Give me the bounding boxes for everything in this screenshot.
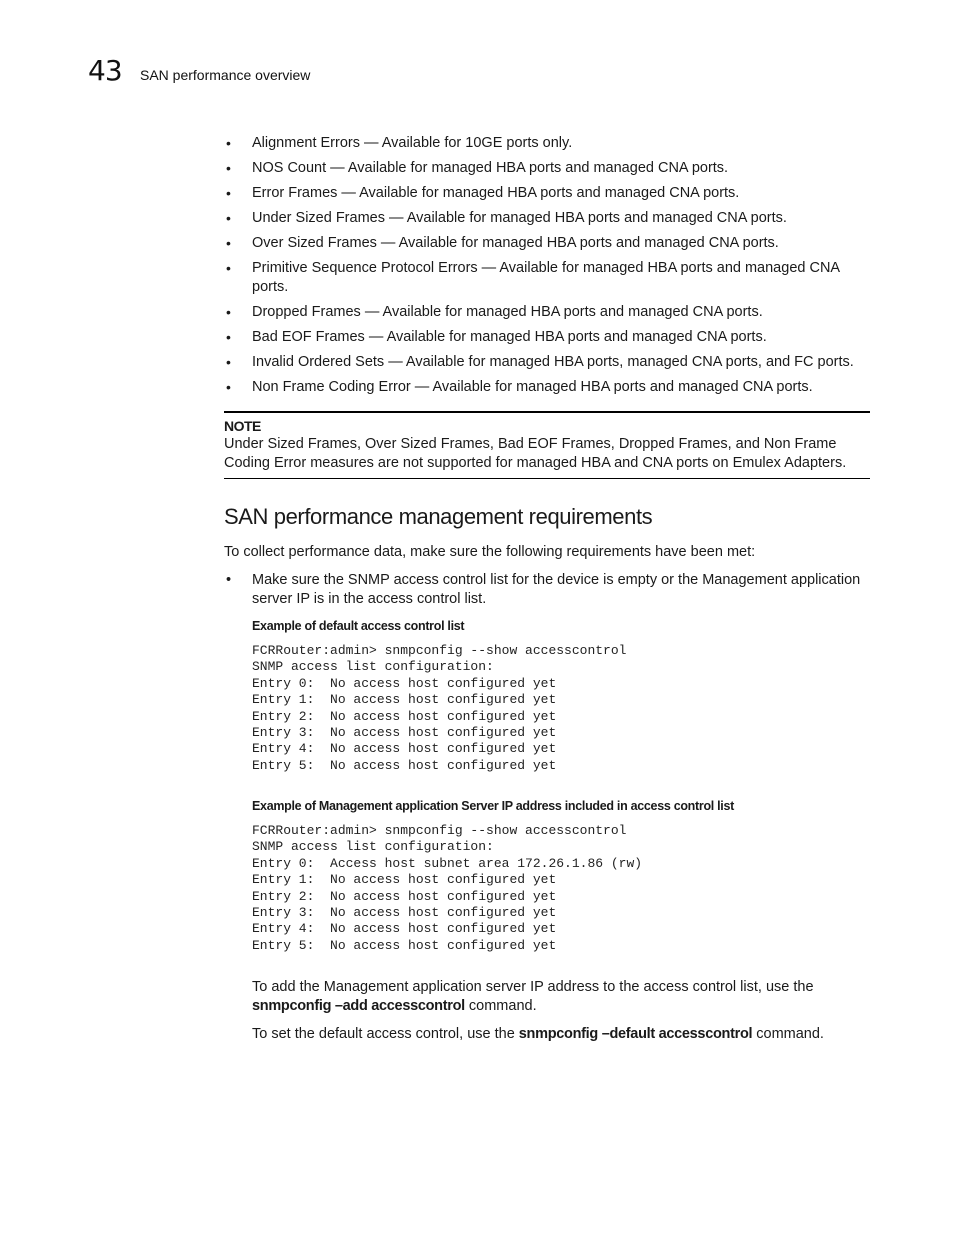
bullet-icon: •: [226, 185, 231, 201]
list-item: • Dropped Frames — Available for managed HBA ports and managed CNA ports.: [226, 304, 763, 320]
list-item: • NOS Count — Available for managed HBA ports and managed CNA ports.: [226, 160, 729, 176]
note-text: Under Sized Frames, Over Sized Frames, Bad EOF Frames, Dropped Frames, and Non Frame Coding Error measures are not supported for managed HBA and CNA ports on Emulex Adapters.: [224, 436, 847, 471]
example-caption-default: Example of default access control list: [252, 619, 465, 633]
bullet-icon: •: [226, 210, 231, 226]
code-block-default-acl: FCRRouter:admin> snmpconfig --show accesscontrol SNMP access list configuration: Entry 0: No access host configured yet Entry 1: No access host configured yet Entry 2: No access host configured yet Entry 3: No access host configured yet Entry 4: No access host configured yet Entry 5: No access host configured yet: [252, 643, 627, 773]
bullet-icon: •: [226, 354, 231, 370]
list-item: • Primitive Sequence Protocol Errors — Available for managed HBA ports and managed CNA ports.: [226, 260, 840, 295]
section-heading: SAN performance management requirements: [224, 504, 653, 529]
bullet-icon: •: [226, 572, 232, 588]
example-caption-server-ip: Example of Management application Server IP address included in access control list: [252, 799, 734, 813]
requirements-list: [224, 571, 870, 609]
command-add-accesscontrol: snmpconfig –add accesscontrol: [252, 998, 465, 1014]
note-box: [224, 411, 870, 479]
running-title: SAN performance overview: [140, 67, 311, 83]
note-label: NOTE: [224, 418, 261, 434]
bullet-icon: •: [226, 379, 231, 395]
list-item: • Over Sized Frames — Available for managed HBA ports and managed CNA ports.: [226, 235, 779, 251]
bullet-icon: •: [226, 329, 231, 345]
list-item: • Error Frames — Available for managed HBA ports and managed CNA ports.: [226, 185, 740, 201]
bullet-icon: •: [226, 160, 231, 176]
paragraph-add-accesscontrol: To add the Management application server IP address to the access control list, use the snmpconfig –add accesscontrol command.: [252, 979, 814, 1014]
bullet-icon: •: [226, 235, 231, 251]
bullet-icon: •: [226, 304, 231, 320]
error-types-list: [224, 134, 870, 403]
bullet-icon: •: [226, 135, 231, 151]
code-block-server-ip-acl: FCRRouter:admin> snmpconfig --show accesscontrol SNMP access list configuration: Entry 0: Access host subnet area 172.26.1.86 (rw) Entry 1: No access host configured yet Entry 2: No access host configured yet Entry 3: No access host configured yet Entry 4: No access host configured yet Entry 5: No access host configured yet: [252, 823, 643, 953]
list-item: • Invalid Ordered Sets — Available for managed HBA ports, managed CNA ports, and FC ports.: [226, 354, 854, 370]
list-item: • Non Frame Coding Error — Available for managed HBA ports and managed CNA ports.: [226, 379, 813, 395]
list-item: • Make sure the SNMP access control list for the device is empty or the Management application server IP is in the access control list.: [226, 572, 861, 607]
chapter-number: 43: [88, 54, 122, 87]
bullet-icon: •: [226, 260, 231, 276]
list-item: • Alignment Errors — Available for 10GE ports only.: [226, 135, 573, 151]
command-default-accesscontrol: snmpconfig –default accesscontrol: [518, 1026, 753, 1042]
list-item: • Bad EOF Frames — Available for managed HBA ports and managed CNA ports.: [226, 329, 767, 345]
paragraph-default-accesscontrol: To set the default access control, use the snmpconfig –default accesscontrol command.: [252, 1026, 824, 1042]
section-intro: To collect performance data, make sure the following requirements have been met:: [224, 544, 756, 560]
list-item: • Under Sized Frames — Available for managed HBA ports and managed CNA ports.: [226, 210, 787, 226]
